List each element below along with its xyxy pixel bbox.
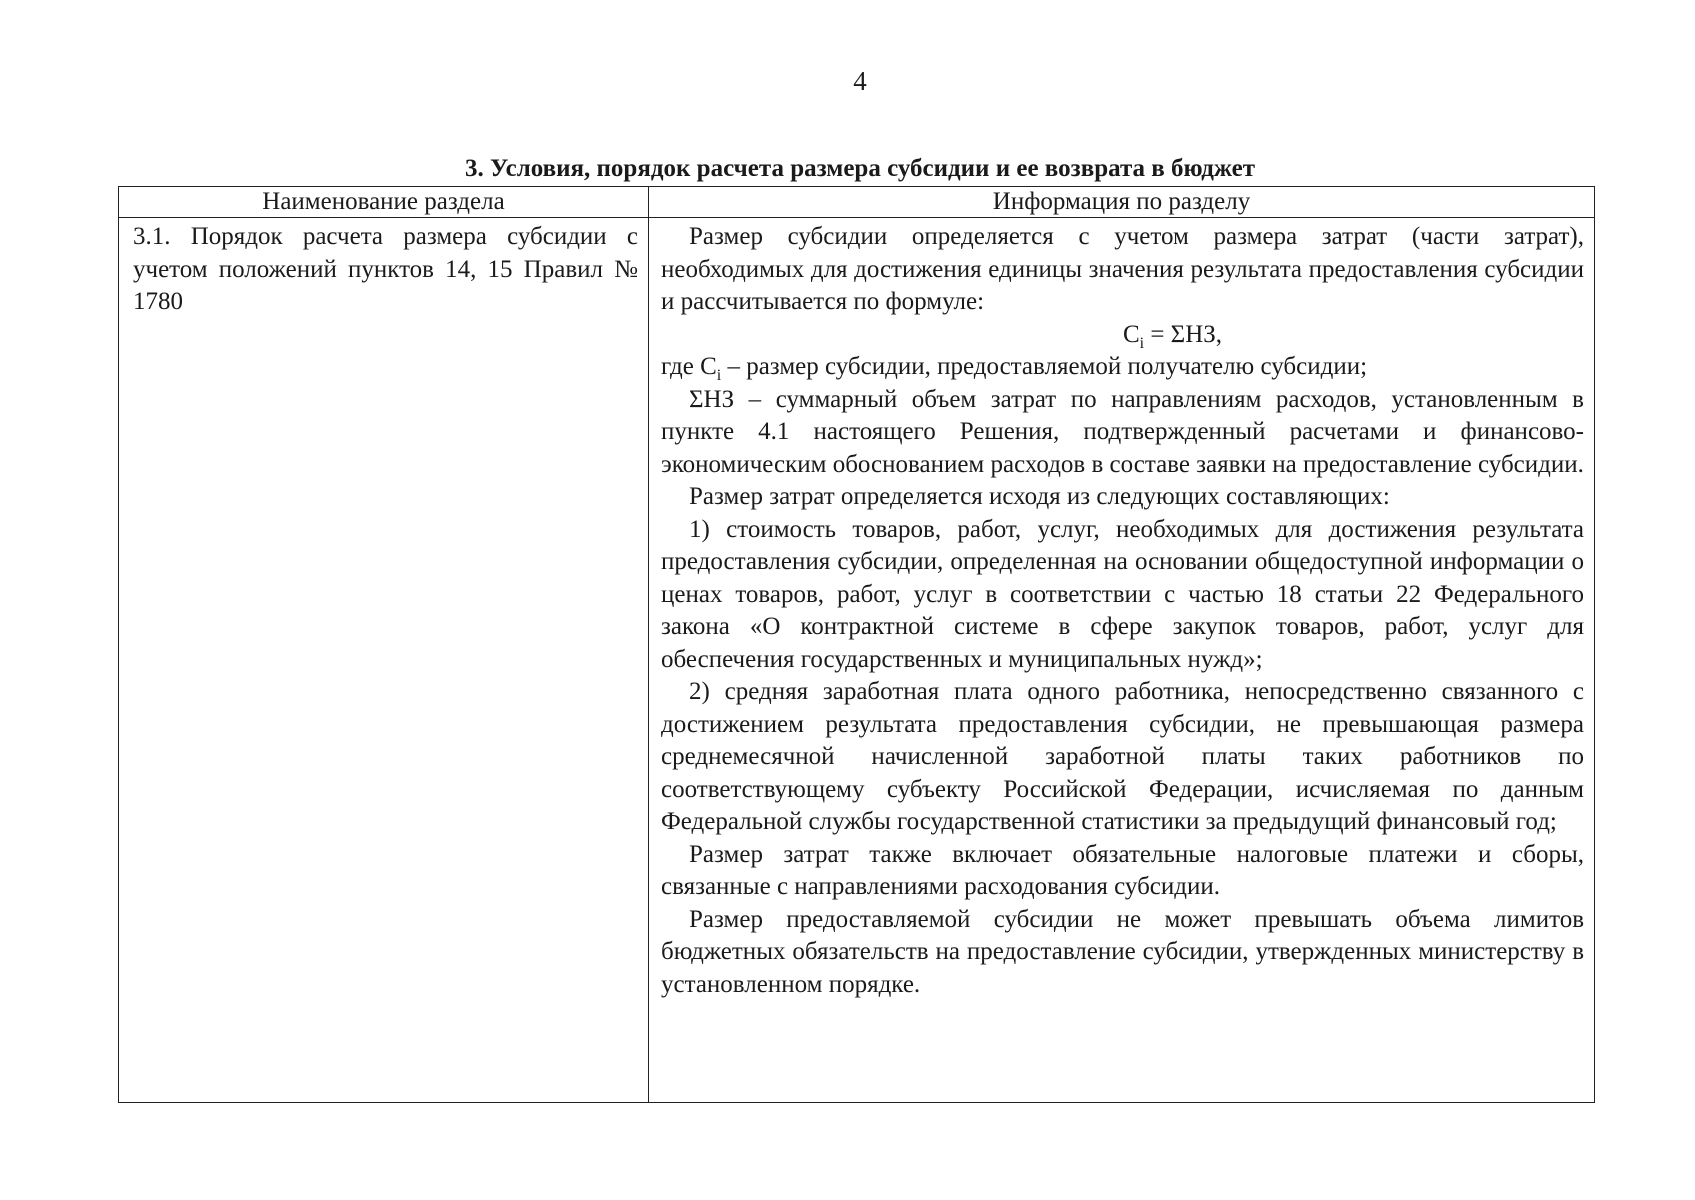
limit-paragraph: Размер предоставляемой субсидии не может превышать объема лимитов бюджетных обязательств на предоставление субсидии, утвержденных министерству в установленном порядке. [661,905,1584,998]
table-header-row [119,187,1595,218]
where-text: – размер субсидии, предоставляемой получателю субсидии; [721,353,1368,380]
formula-lhs: C [1122,320,1140,348]
list-item: 2) средняя заработная плата одного работника, непосредственно связанного с достижением результата предоставления субсидии, не превышающая размера среднемесячной начисленной заработной платы таких работников по соответствующему субъекту Российской Федерации, исчисляемая по данным Федеральной службы государственной статистики за предыдущий финансовый год; [661,678,1584,835]
section-name-cell: 3.1. Порядок расчета размера субсидии с учетом положений пунктов 14, 15 Правил № 1780 [119,218,649,1103]
where-subscript: i [716,367,722,384]
section-title: 3. Условия, порядок расчета размера субсидии и ее возврата в бюджет [464,155,1256,182]
taxes-paragraph: Размер затрат также включает обязательные налоговые платежи и сборы, связанные с направлениями расходования субсидии. [661,840,1584,900]
header-section-info: Информация по разделу [649,187,1595,218]
formula [661,319,1584,352]
intro-paragraph: Размер субсидии определяется с учетом размера затрат (части затрат), необходимых для достижения единицы значения результата предоставления субсидии и рассчитывается по формуле: [661,223,1584,315]
list-item: 1) стоимость товаров, работ, услуг, необходимых для достижения результата предоставления субсидии, определенная на основании общедоступной информации о ценах товаров, работ, услуг в соответствии с частью 18 статьи 22 Федерального закона «О контрактной системе в сфере закупок товаров, работ, услуг для обеспечения государственных и муниципальных нужд»; [661,515,1584,673]
header-section-name: Наименование раздела [119,187,649,218]
where-paragraph [661,351,1584,384]
sigma-definition: ΣНЗ – суммарный объем затрат по направлениям расходов, установленным в пункте 4.1 настоящего Решения, подтвержденный расчетами и финансово-экономическим обоснованием расходов в составе заявки на предоставление субсидии. [661,385,1584,478]
where-prefix: где C [661,353,717,380]
conditions-table [118,186,1595,1103]
table-row [119,218,1595,1103]
formula-rhs: = ΣНЗ, [1144,320,1223,348]
page-number: 4 [853,66,867,96]
costs-intro: Размер затрат определяется исходя из следующих составляющих: [689,483,1390,510]
section-info-cell [649,218,1595,1103]
formula-subscript: i [1139,334,1145,352]
